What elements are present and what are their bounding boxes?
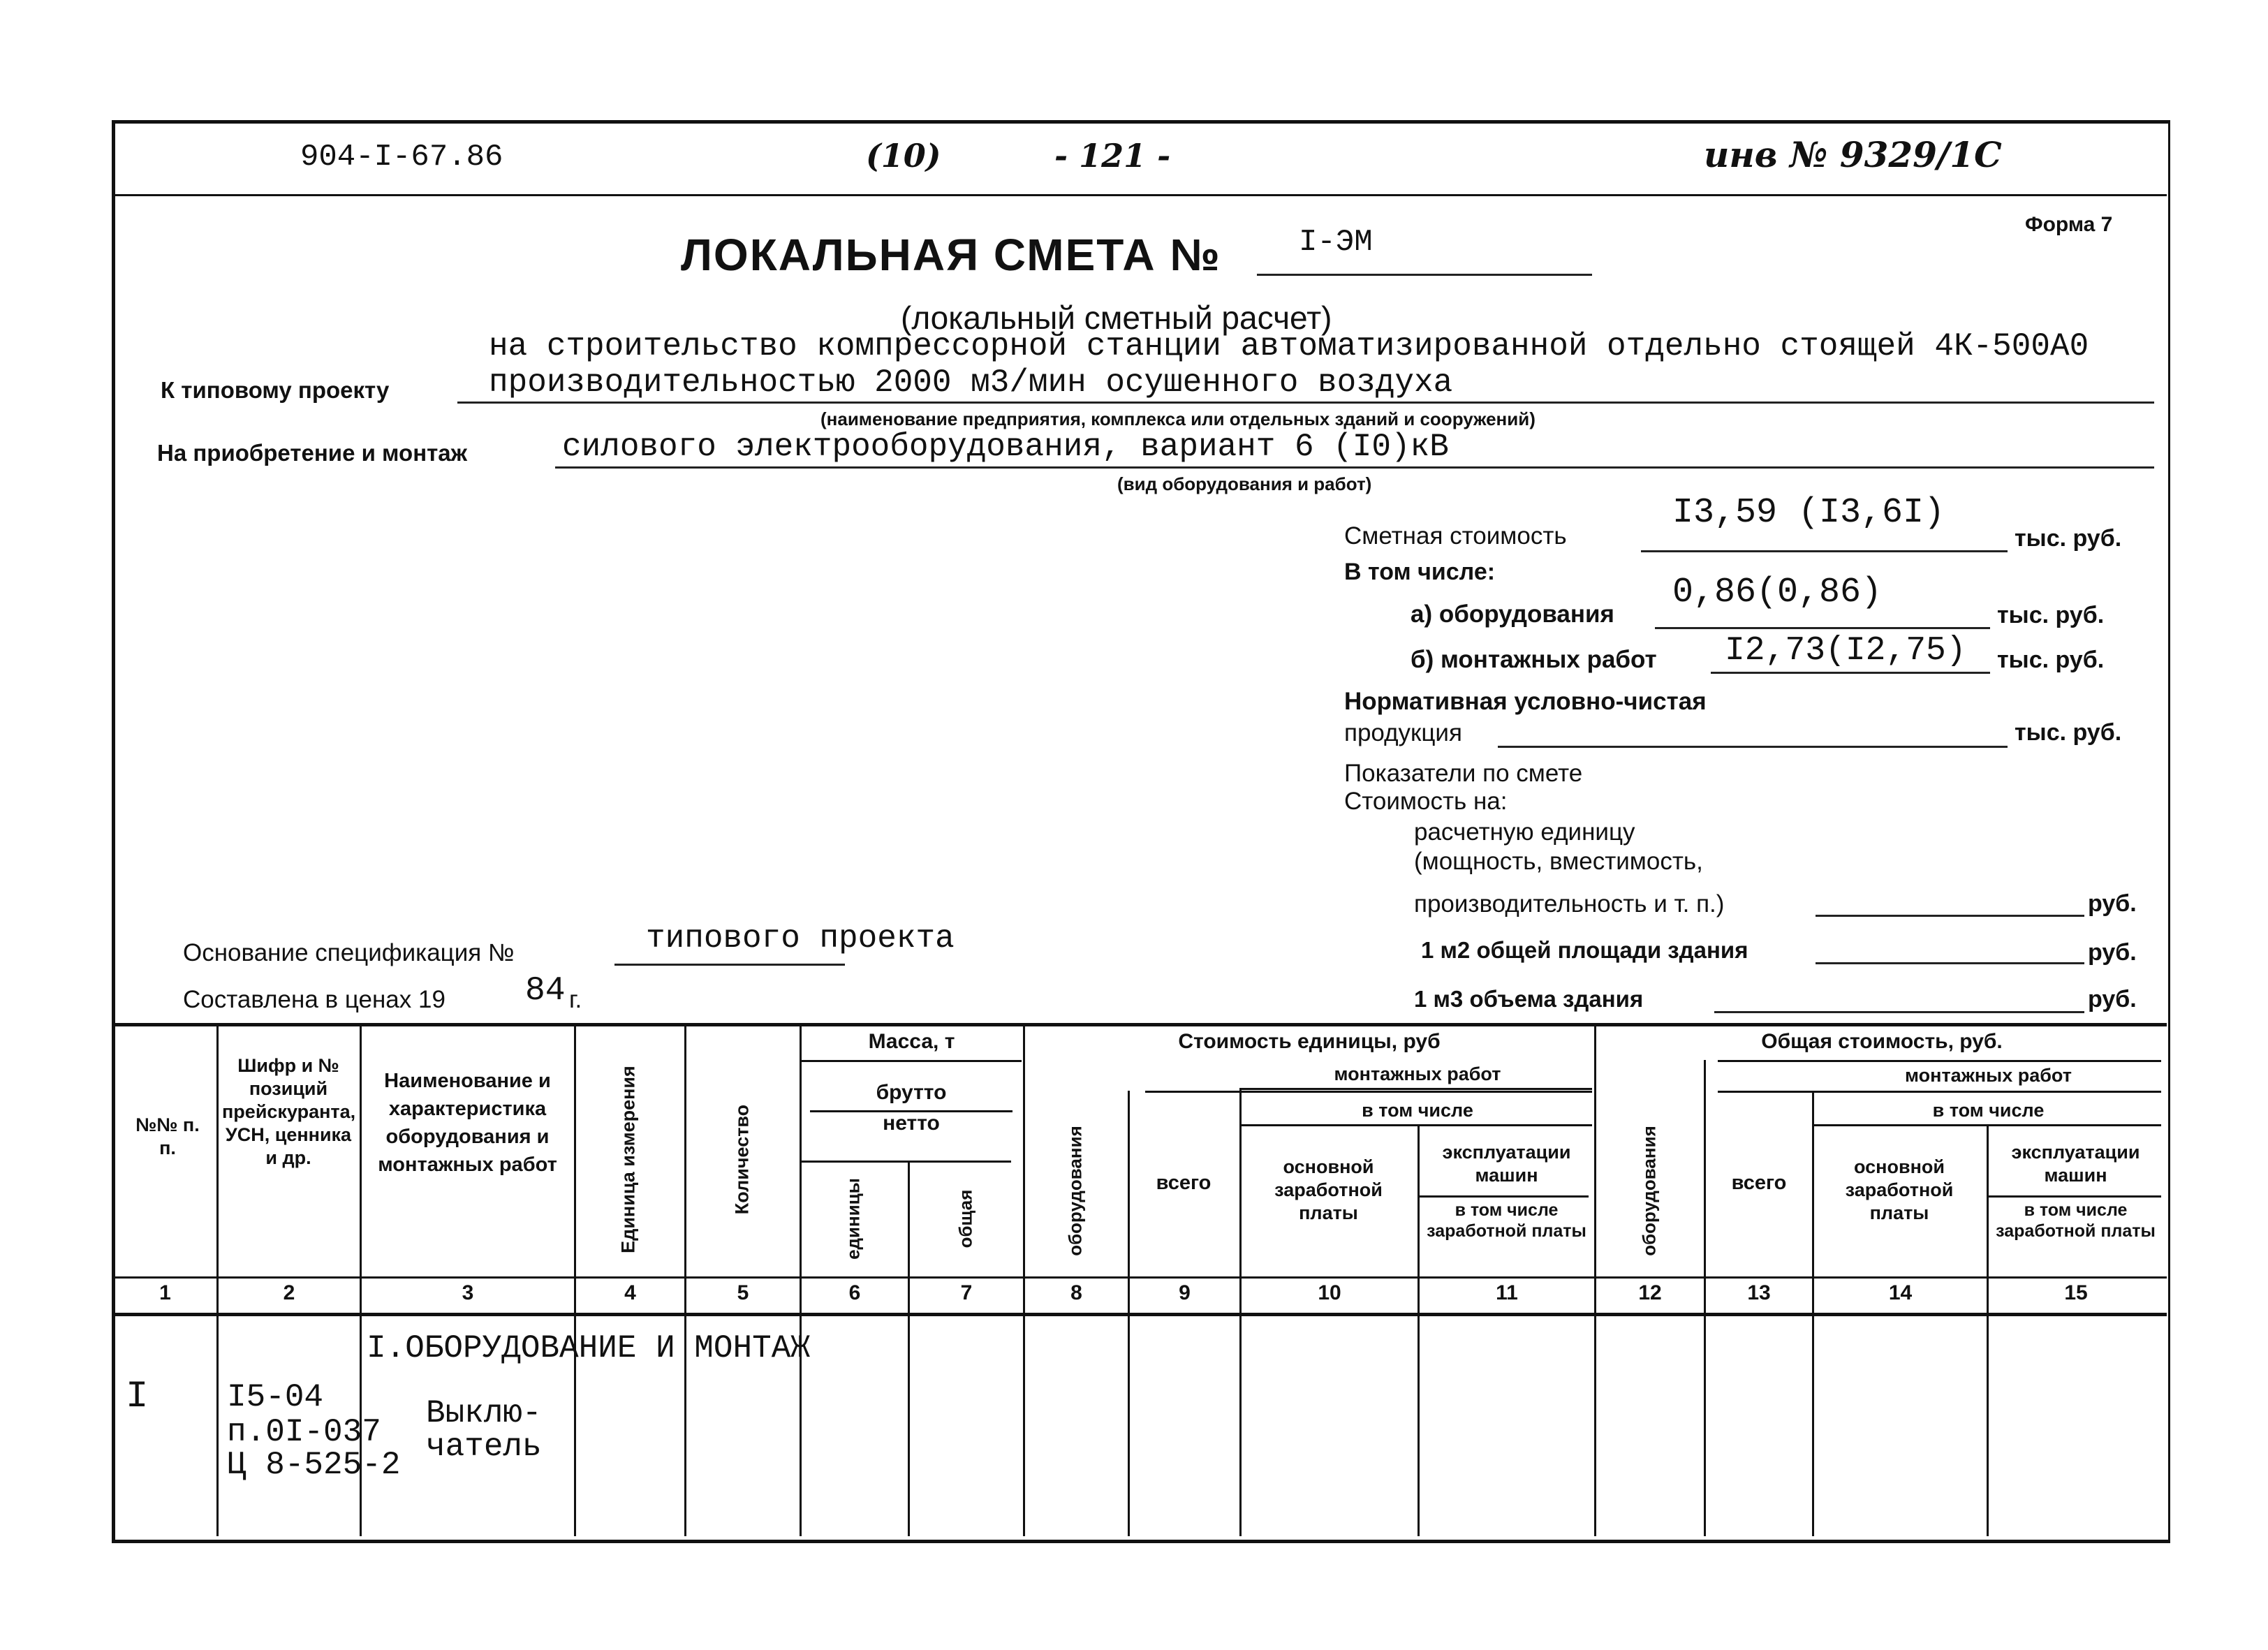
project-line-2: производительностью 2000 м3/мин осушенного воздуха bbox=[489, 364, 1453, 401]
mass-header-divider bbox=[802, 1060, 1022, 1062]
equipment-cost-underline bbox=[1655, 627, 1990, 629]
col-divider-4 bbox=[684, 1023, 686, 1536]
col-divider-7 bbox=[1023, 1023, 1025, 1536]
col-divider-5 bbox=[800, 1023, 802, 1536]
area-rub: руб. bbox=[2088, 939, 2137, 966]
header-install-works: монтажных работ bbox=[1334, 1063, 1501, 1084]
volume-rub: руб. bbox=[2088, 986, 2137, 1012]
column-number-15: 15 bbox=[2064, 1281, 2088, 1304]
estimated-cost-value: I3,59 (I3,6I) bbox=[1672, 493, 1945, 533]
header-total-base-salary: основной заработной платы bbox=[1845, 1156, 1954, 1223]
header-qty: Количество bbox=[731, 1104, 753, 1215]
row-1-code-line-1: I5-04 bbox=[227, 1379, 324, 1415]
equipment-cost-label: а) оборудования bbox=[1411, 601, 1614, 628]
unit-label-1: расчетную единицу bbox=[1414, 818, 1635, 846]
column-numbers-bottom bbox=[114, 1313, 2167, 1316]
basis-value: типового проекта bbox=[646, 920, 955, 957]
header-machines: эксплуатации машин bbox=[1442, 1142, 1571, 1186]
header-gross: брутто bbox=[876, 1081, 947, 1104]
prices-year: 84 bbox=[525, 972, 566, 1010]
header-base-salary: основной заработной платы bbox=[1274, 1156, 1383, 1223]
estimated-cost-unit: тыс. руб. bbox=[2015, 525, 2122, 552]
row-1-code-line-2: п.0I-037 bbox=[227, 1414, 381, 1450]
column-number-14: 14 bbox=[1888, 1281, 1913, 1304]
equipment-cost-value: 0,86(0,86) bbox=[1672, 573, 1883, 612]
col-divider-3 bbox=[574, 1023, 576, 1536]
page-title: ЛОКАЛЬНАЯ СМЕТА № bbox=[681, 230, 1221, 280]
install-cost-label: б) монтажных работ bbox=[1411, 646, 1657, 673]
section-title: I.ОБОРУДОВАНИЕ И МОНТАЖ bbox=[367, 1330, 810, 1367]
header-total-machines-incl: в том числе заработной платы bbox=[1996, 1200, 2156, 1241]
total-cost-header-divider bbox=[1718, 1060, 2161, 1062]
header-code: Шифр и № позиций прейскуранта, УСН, ценника и др. bbox=[222, 1055, 356, 1168]
estimate-number: I-ЭМ bbox=[1299, 225, 1373, 260]
header-total-including: в том числе bbox=[1932, 1100, 2045, 1121]
handwritten-page-number: - 121 - bbox=[1054, 137, 1171, 175]
header-net: нетто bbox=[883, 1112, 940, 1135]
column-number-10: 10 bbox=[1318, 1281, 1341, 1304]
header-unit-cost: Стоимость единицы, руб bbox=[1178, 1030, 1441, 1053]
column-number-8: 8 bbox=[1070, 1281, 1082, 1304]
indicators-label: Показатели по смете bbox=[1344, 760, 1583, 787]
header-total-equipment: оборудования bbox=[1638, 1126, 1660, 1256]
project-line-1: на строительство компрессорной станции автоматизированной отдельно стоящей 4К-500А0 bbox=[489, 328, 2089, 364]
area-underline bbox=[1816, 962, 2084, 964]
top-strip-divider bbox=[114, 194, 2167, 196]
table-top-border bbox=[114, 1023, 2167, 1026]
row-1-name-line-2: чатель bbox=[426, 1429, 542, 1465]
header-equipment: оборудования bbox=[1064, 1126, 1086, 1256]
col-divider-9 bbox=[1239, 1088, 1242, 1536]
project-label: К типовому проекту bbox=[161, 377, 390, 403]
install-cost-unit: тыс. руб. bbox=[1997, 647, 2105, 673]
install-cost-value: I2,73(I2,75) bbox=[1725, 632, 1966, 670]
column-number-1: 1 bbox=[159, 1281, 171, 1304]
col-divider-10 bbox=[1418, 1124, 1420, 1536]
header-num: №№ п. п. bbox=[135, 1114, 200, 1158]
unit-label-2: (мощность, вместимость, bbox=[1414, 848, 1703, 875]
project-code: 904-I-67.86 bbox=[300, 140, 503, 175]
estimate-number-underline bbox=[1257, 274, 1592, 276]
column-number-11: 11 bbox=[1496, 1281, 1518, 1304]
row-1-name-line-1: Выклю- bbox=[426, 1395, 542, 1431]
purchase-underline bbox=[555, 466, 2154, 469]
basis-underline bbox=[614, 964, 845, 966]
column-number-4: 4 bbox=[624, 1281, 636, 1304]
area-label: 1 м2 общей площади здания bbox=[1421, 937, 1748, 963]
prices-year-suffix: г. bbox=[569, 986, 582, 1013]
normative-underline bbox=[1498, 746, 2008, 748]
project-underline bbox=[457, 402, 2154, 404]
col-divider-1 bbox=[216, 1023, 219, 1536]
estimated-cost-label: Сметная стоимость bbox=[1344, 522, 1567, 550]
mass-sub-divider bbox=[802, 1161, 1011, 1163]
unit-underline bbox=[1816, 915, 2084, 917]
project-caption: (наименование предприятия, комплекса или отдельных зданий и сооружений) bbox=[820, 408, 1536, 429]
normative-unit: тыс. руб. bbox=[2015, 719, 2122, 746]
purchase-caption: (вид оборудования и работ) bbox=[1117, 473, 1372, 494]
estimated-cost-underline bbox=[1641, 550, 2008, 552]
header-including: в том числе bbox=[1362, 1100, 1473, 1121]
header-total-total: всего bbox=[1731, 1172, 1787, 1194]
header-unit: Единица измерения bbox=[617, 1066, 639, 1253]
header-machines-incl: в том числе заработной платы bbox=[1427, 1200, 1586, 1241]
column-number-9: 9 bbox=[1179, 1281, 1191, 1304]
handwritten-inventory-number: инв № 9329/1С bbox=[1704, 134, 2002, 175]
purchase-label: На приобретение и монтаж bbox=[157, 440, 468, 466]
total-install-divider bbox=[1718, 1091, 2161, 1093]
handwritten-volume: (10) bbox=[866, 137, 941, 175]
incl-divider-left bbox=[1239, 1124, 1592, 1126]
col-divider-8 bbox=[1128, 1091, 1130, 1536]
column-number-3: 3 bbox=[462, 1281, 474, 1304]
unit-cost-header-divider bbox=[1145, 1091, 1592, 1093]
purchase-value: силового электрооборудования, вариант 6 (I0)кВ bbox=[562, 429, 1449, 465]
header-mass-unit: единицы bbox=[842, 1178, 864, 1260]
column-number-5: 5 bbox=[737, 1281, 749, 1304]
cost-on-label: Стоимость на: bbox=[1344, 788, 1508, 815]
unit-label-3: производительность и т. п.) bbox=[1414, 890, 1725, 918]
row-1-code-line-3: Ц 8-525-2 bbox=[227, 1447, 401, 1483]
normative-label-2: продукция bbox=[1344, 719, 1462, 746]
col-divider-11 bbox=[1594, 1023, 1596, 1536]
header-total-install-works: монтажных работ bbox=[1905, 1065, 2072, 1086]
including-label: В том числе: bbox=[1344, 559, 1496, 585]
column-number-6: 6 bbox=[848, 1281, 861, 1304]
unit-rub: руб. bbox=[2088, 890, 2137, 917]
header-mass: Масса, т bbox=[868, 1030, 955, 1053]
header-total: всего bbox=[1156, 1172, 1212, 1194]
column-numbers-top bbox=[114, 1276, 2167, 1279]
machines-divider-right bbox=[1987, 1195, 2161, 1198]
equipment-cost-unit: тыс. руб. bbox=[1997, 602, 2105, 628]
header-mass-total: общая bbox=[955, 1189, 976, 1248]
col-divider-14 bbox=[1987, 1124, 1989, 1536]
machines-divider-left bbox=[1418, 1195, 1589, 1198]
row-1-num: I bbox=[126, 1376, 149, 1418]
col-divider-13 bbox=[1812, 1091, 1814, 1536]
volume-label: 1 м3 объема здания bbox=[1414, 986, 1644, 1012]
header-name: Наименование и характеристика оборудования и монтажных работ bbox=[378, 1070, 557, 1176]
header-total-cost: Общая стоимость, руб. bbox=[1761, 1030, 2003, 1053]
prices-label: Составлена в ценах 19 bbox=[183, 986, 446, 1013]
form-label: Форма 7 bbox=[2025, 213, 2113, 236]
normative-label-1: Нормативная условно-чистая bbox=[1344, 688, 1707, 715]
col-divider-6 bbox=[908, 1163, 910, 1536]
column-number-12: 12 bbox=[1638, 1281, 1662, 1304]
column-number-2: 2 bbox=[283, 1281, 295, 1304]
column-number-7: 7 bbox=[960, 1281, 973, 1304]
basis-label: Основание спецификация № bbox=[183, 939, 515, 966]
header-total-machines: эксплуатации машин bbox=[2011, 1142, 2140, 1186]
install-cost-underline bbox=[1711, 672, 1990, 674]
install-works-divider bbox=[1239, 1088, 1592, 1090]
page-subtitle: (локальный сметный расчет) bbox=[901, 300, 1332, 336]
column-number-13: 13 bbox=[1747, 1281, 1771, 1304]
volume-underline bbox=[1714, 1011, 2084, 1013]
